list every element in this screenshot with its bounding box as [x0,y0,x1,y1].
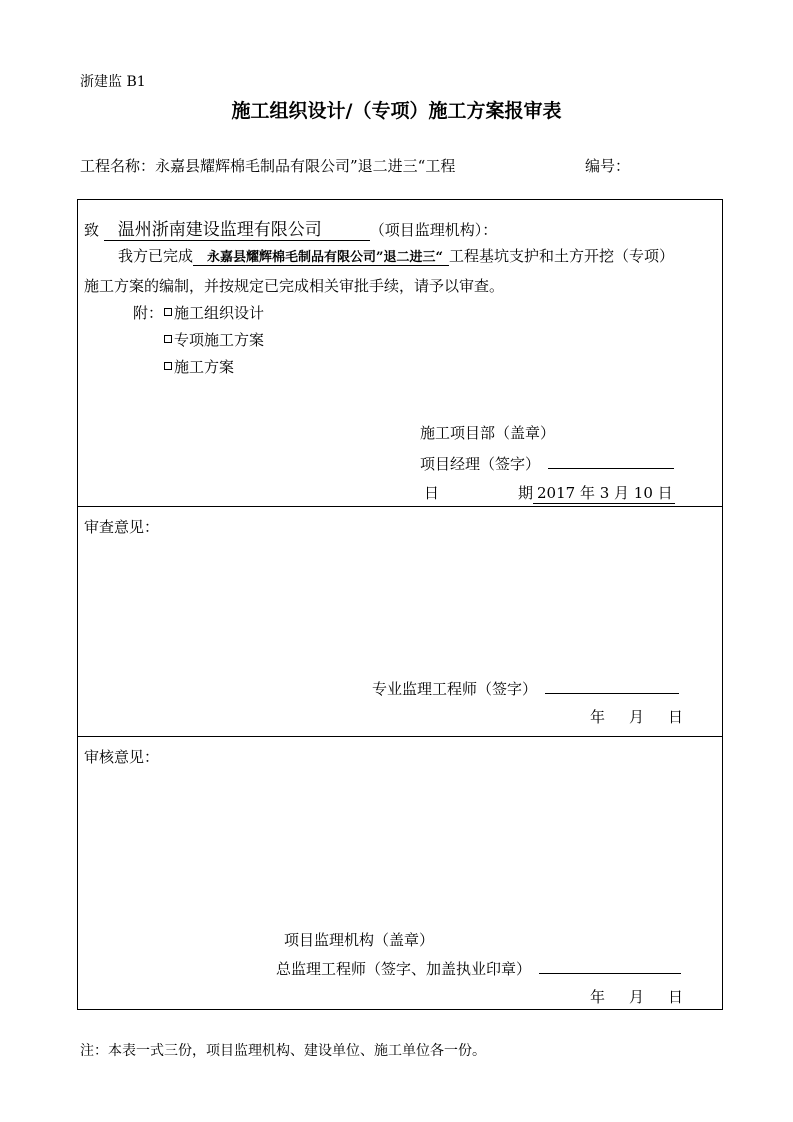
checkbox-icon[interactable] [164,308,172,316]
audit-opinion-label: 审核意见： [84,748,160,766]
to-prefix: 致 [84,221,100,239]
attachment-item [164,302,264,323]
review-opinion-label: 审查意见： [84,518,160,536]
review-month: 月 [629,708,645,726]
divider-1 [77,506,723,507]
serial-label: 编号： [585,157,631,175]
audit-day: 日 [668,988,684,1006]
to-suffix: （项目监理机构）： [369,221,498,239]
attachment-item [164,329,264,350]
audit-month: 月 [629,988,645,1006]
engineer-sign-label: 专业监理工程师（签字） [372,680,538,698]
project-name-row [80,155,455,176]
date-value: 2017 年 3 月 10 日 [533,482,675,504]
audit-year: 年 [590,988,606,1006]
review-year: 年 [590,708,606,726]
project-name-label: 工程名称： [80,157,156,175]
addressee-row [84,215,497,241]
engineer-sign-row [372,677,679,699]
checkbox-icon[interactable] [164,335,172,343]
manager-sign-row [420,452,674,474]
chief-sign-label: 总监理工程师（签字、加盖执业印章） [276,960,532,978]
attachment-item [164,356,234,377]
statement-prefix: 我方已完成 [118,247,194,265]
attachment-label: 施工方案 [174,358,235,376]
manager-sign-label: 项目经理（签字） [420,455,541,473]
date-label-1: 日 [424,484,440,502]
chief-sign-field[interactable] [539,957,681,974]
project-name-value: 永嘉县耀辉棉毛制品有限公司”退二进三“工程 [155,157,456,175]
contractor-stamp-label: 施工项目部（盖章） [420,424,556,442]
supervisor-org: 温州浙南建设监理有限公司 [104,215,370,241]
statement-project: 永嘉县耀辉棉毛制品有限公司”退二进三“ [193,246,449,266]
footer-note: 注：本表一式三份，项目监理机构、建设单位、施工单位各一份。 [80,1043,486,1059]
form-code: 浙建监 B1 [80,74,146,90]
attach-label: 附： [133,304,164,322]
date-row [518,482,675,504]
attachment-label: 专项施工方案 [174,331,265,349]
date-label-2: 期 [518,484,534,502]
manager-sign-field[interactable] [548,452,674,469]
review-day: 日 [668,708,684,726]
statement-suffix: 工程基坑支护和土方开挖（专项） [448,247,674,265]
statement-line-2: 施工方案的编制，并按规定已完成相关审批手续，请予以审查。 [84,277,505,295]
chief-sign-row [276,957,681,979]
supervision-stamp-label: 项目监理机构（盖章） [284,931,435,949]
divider-2 [77,736,723,737]
statement-line-1 [118,245,674,266]
checkbox-icon[interactable] [164,362,172,370]
attachment-label: 施工组织设计 [174,304,265,322]
engineer-sign-field[interactable] [545,677,679,694]
form-title: 施工组织设计/（专项）施工方案报审表 [231,100,562,122]
